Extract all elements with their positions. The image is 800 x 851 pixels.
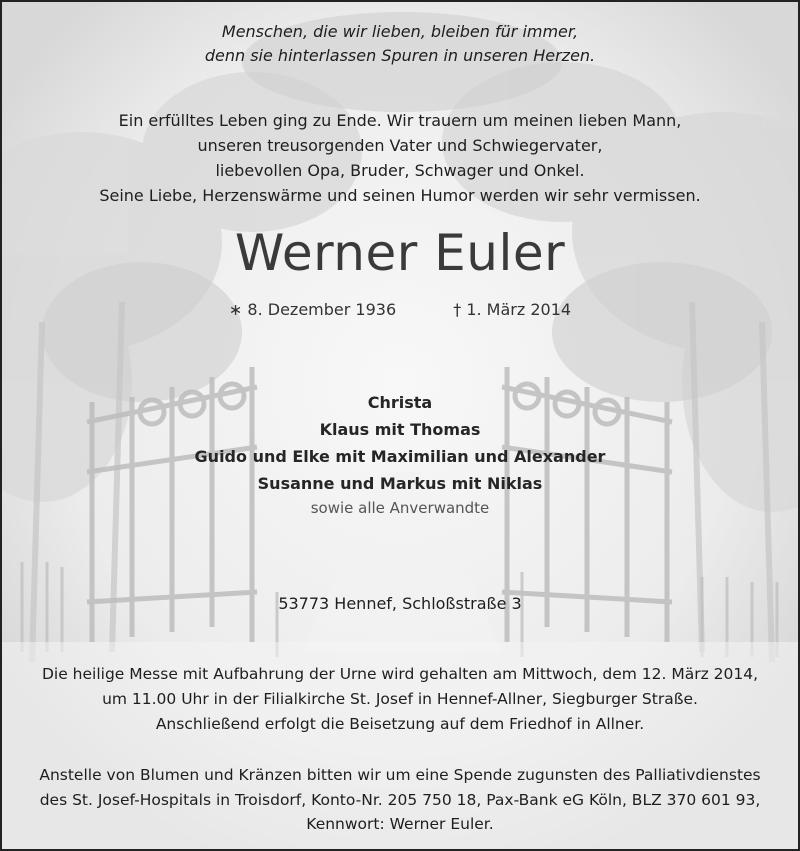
family-member-1: Christa	[367, 393, 433, 412]
family-member-4: Susanne und Markus mit Niklas	[257, 474, 543, 493]
intro-line-4: Seine Liebe, Herzenswärme und seinen Humor werden wir sehr vermissen.	[99, 186, 701, 205]
family-member-2: Klaus mit Thomas	[319, 420, 481, 439]
family-member-3: Guido und Elke mit Maximilian und Alexander	[194, 447, 606, 466]
deceased-name: Werner Euler	[234, 224, 566, 282]
intro-line-3: liebevollen Opa, Bruder, Schwager und Onkel.	[215, 161, 585, 180]
relatives-note: sowie alle Anverwandte	[310, 499, 490, 517]
donation-line-2: des St. Josef-Hospitals in Troisdorf, Konto-Nr. 205 750 18, Pax-Bank eG Köln, BLZ 370 601 93,	[39, 791, 761, 809]
donation-line-1: Anstelle von Blumen und Kränzen bitten wir um eine Spende zugunsten des Palliativdienstes	[39, 766, 761, 784]
motto-line-1: Menschen, die wir lieben, bleiben für immer,	[221, 22, 579, 41]
life-dates	[2, 300, 798, 319]
donation-line-3: Kennwort: Werner Euler.	[306, 815, 494, 833]
mass-line-2: um 11.00 Uhr in der Filialkirche St. Josef in Hennef-Allner, Siegburger Straße.	[102, 690, 698, 708]
mass-line-1: Die heilige Messe mit Aufbahrung der Urne wird gehalten am Mittwoch, dem 12. März 2014,	[41, 665, 759, 683]
mass-line-3: Anschließend erfolgt die Beisetzung auf dem Friedhof in Allner.	[155, 715, 645, 733]
death-date: † 1. März 2014	[453, 300, 572, 319]
intro-line-1: Ein erfülltes Leben ging zu Ende. Wir trauern um meinen lieben Mann,	[118, 111, 682, 130]
birth-date: ∗ 8. Dezember 1936	[228, 300, 397, 319]
intro-line-2: unseren treusorgenden Vater und Schwiegervater,	[197, 136, 603, 155]
family-address: 53773 Hennef, Schloßstraße 3	[278, 594, 522, 613]
motto-line-2: denn sie hinterlassen Spuren in unseren Herzen.	[204, 46, 596, 65]
